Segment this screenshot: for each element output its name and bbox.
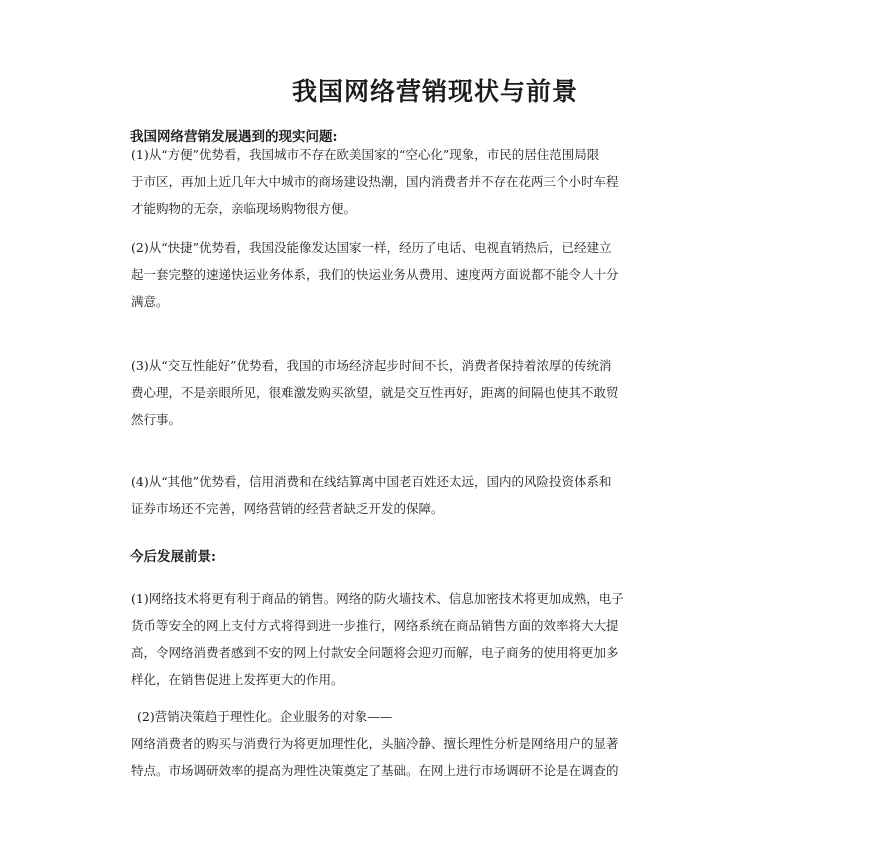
text-line: (4)从“其他”优势看，信用消费和在线结算离中国老百姓还太远，国内的风险投资体系和	[131, 474, 612, 489]
paragraph-interactivity	[131, 352, 736, 433]
text-line: 特点。市场调研效率的提高为理性决策奠定了基础。在网上进行市场调研不论是在调查的	[131, 763, 619, 778]
section-heading-prospects: 今后发展前景:	[130, 549, 216, 565]
paragraph-speed	[131, 234, 736, 315]
text-line: 于市区，再加上近几年大中城市的商场建设热潮，国内消费者并不存在花两三个小时车程	[131, 174, 619, 189]
paragraph-convenience	[131, 141, 736, 222]
text-line: 才能购物的无奈，亲临现场购物很方便。	[131, 201, 357, 216]
document-title: 我国网络营销现状与前景	[291, 77, 578, 106]
text-line: (2)从“快捷”优势看，我国没能像发达国家一样，经历了电话、电视直销热后，已经建立	[131, 240, 612, 255]
paragraph-technology	[131, 585, 736, 693]
text-line: 满意。	[131, 294, 169, 309]
text-line: 然行事。	[131, 412, 182, 427]
text-line: (2)营销决策趋于理性化。企业服务的对象——	[137, 709, 393, 724]
text-line: 货币等安全的网上支付方式将得到进一步推行，网络系统在商品销售方面的效率将大大提	[131, 618, 619, 633]
section-heading-problems: 我国网络营销发展遇到的现实问题:	[130, 129, 338, 145]
paragraph-rational-decisions	[131, 703, 736, 784]
text-line: 高，令网络消费者感到不安的网上付款安全问题将会迎刃而解，电子商务的使用将更加多	[131, 645, 619, 660]
text-line: 起一套完整的速递快运业务体系，我们的快运业务从费用、速度两方面说都不能令人十分	[131, 267, 619, 282]
text-line: 样化，在销售促进上发挥更大的作用。	[131, 672, 344, 687]
text-line: 网络消费者的购买与消费行为将更加理性化，头脑冷静、擅长理性分析是网络用户的显著	[131, 736, 619, 751]
text-line: 费心理，不是亲眼所见，很难激发购买欲望，就是交互性再好，距离的间隔也使其不敢贸	[131, 385, 619, 400]
text-line: (3)从“交互性能好”优势看，我国的市场经济起步时间不长，消费者保持着浓厚的传统消	[131, 358, 612, 373]
text-line: (1)网络技术将更有利于商品的销售。网络的防火墙技术、信息加密技术将更加成熟，电子	[131, 591, 624, 606]
text-line: (1)从“方便”优势看，我国城市不存在欧美国家的“空心化”现象，市民的居住范围局限	[131, 147, 600, 162]
paragraph-other	[131, 468, 736, 522]
text-line: 证券市场还不完善，网络营销的经营者缺乏开发的保障。	[131, 501, 444, 516]
